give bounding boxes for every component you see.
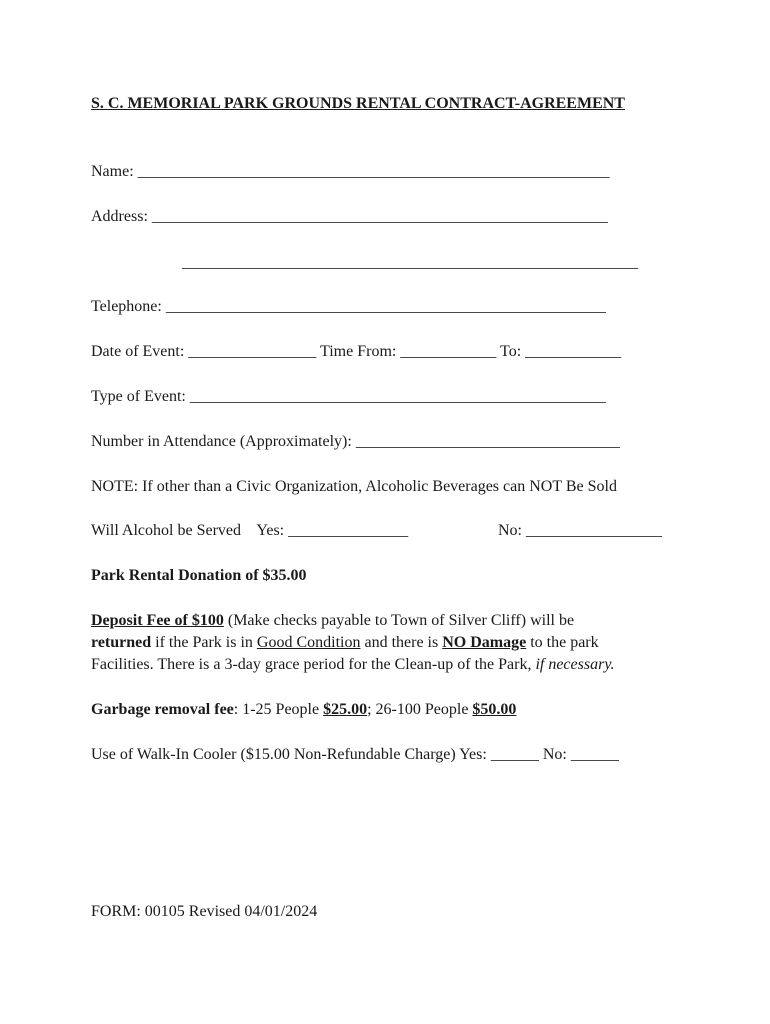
deposit-text: to the park — [526, 634, 599, 651]
deposit-fee: Deposit Fee of $100 — [91, 612, 224, 629]
alcohol-note: NOTE: If other than a Civic Organization, Alcoholic Beverages can NOT Be Sold — [91, 478, 617, 495]
address-line-2-field[interactable]: _________________________________________________________ — [182, 254, 638, 271]
form-title: S. C. MEMORIAL PARK GROUNDS RENTAL CONTRACT-AGREEMENT — [91, 95, 625, 112]
deposit-paragraph — [91, 610, 691, 676]
rental-donation: Park Rental Donation of $35.00 — [91, 567, 307, 584]
event-type-field[interactable]: Type of Event: ____________________________________________________ — [91, 388, 606, 405]
if-necessary: if necessary. — [535, 656, 615, 673]
garbage-price-2: $50.00 — [472, 701, 517, 718]
no-damage: NO Damage — [442, 634, 527, 651]
date-time-field[interactable]: Date of Event: ________________ Time From: ____________ To: ____________ — [91, 343, 622, 360]
alcohol-question[interactable]: Will Alcohol be Served Yes: _______________ — [91, 522, 409, 539]
good-condition: Good Condition — [256, 634, 361, 651]
deposit-text: and there is — [360, 634, 443, 651]
attendance-field[interactable]: Number in Attendance (Approximately): _________________________________ — [91, 433, 620, 450]
address-field[interactable]: Address: _________________________________________________________ — [91, 208, 608, 225]
garbage-label: Garbage removal fee — [91, 701, 234, 718]
returned-text: returned — [91, 634, 152, 651]
form-footer: FORM: 00105 Revised 04/01/2024 — [91, 903, 318, 920]
alcohol-no-field[interactable]: No: _________________ — [498, 522, 662, 539]
garbage-text: : 1-25 People — [233, 701, 324, 718]
deposit-text: Facilities. There is a 3-day grace period for the Clean-up of the Park, — [91, 656, 536, 673]
name-field[interactable]: Name: ___________________________________________________________ — [91, 163, 610, 180]
garbage-price-1: $25.00 — [323, 701, 368, 718]
garbage-fee-line — [91, 700, 516, 720]
cooler-field[interactable]: Use of Walk-In Cooler ($15.00 Non-Refundable Charge) Yes: ______ No: ______ — [91, 746, 619, 763]
deposit-text: if the Park is in — [151, 634, 257, 651]
telephone-field[interactable]: Telephone: _______________________________________________________ — [91, 298, 606, 315]
garbage-text: ; 26-100 People — [367, 701, 473, 718]
deposit-text: (Make checks payable to Town of Silver Cliff) will be — [223, 612, 575, 629]
